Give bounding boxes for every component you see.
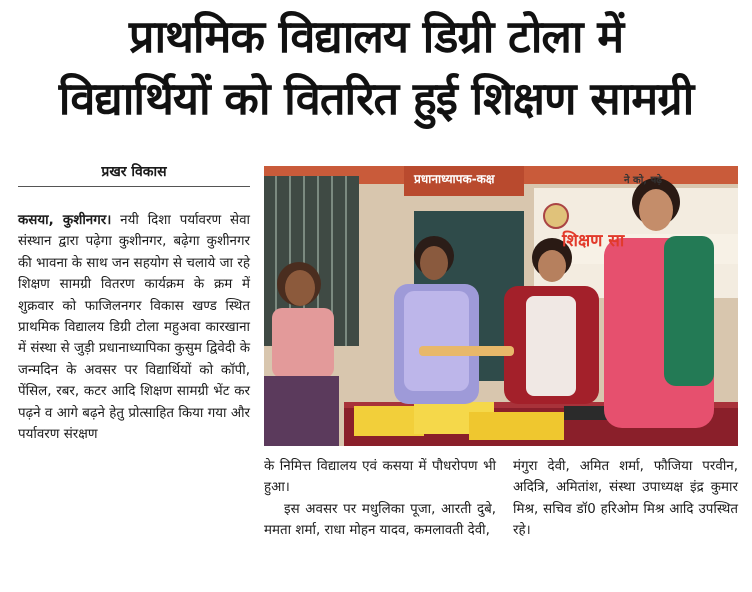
- article-body-2b: इस अवसर पर मधुलिका पूजा, आरती दुबे, ममता शर्मा, राधा मोहन यादव, कमलावती देवी,: [264, 501, 496, 539]
- headline: [0, 0, 752, 130]
- byline: प्रखर विकास: [101, 164, 167, 180]
- article-column-2: [264, 456, 496, 542]
- banner-small-text: ने को, पढ़े: [624, 175, 662, 186]
- article-body-3: मंगुरा देवी, अमित शर्मा, फौजिया परवीन, अदित्रि, अमितांश, संस्था उपाध्यक्ष इंद्र कुमार मिश्र, सचिव डॉ0 हरिओम मिश्र आदि उपस्थित रहे।: [513, 459, 738, 539]
- headline-line-1: प्राथमिक विद्यालय डिग्री टोला में: [128, 10, 624, 63]
- banner-heading: शिक्षण सा: [562, 231, 625, 251]
- article-column-3: [513, 456, 738, 542]
- photo-illustration: [264, 166, 738, 446]
- office-sign: प्रधानाध्यापक-कक्ष: [414, 172, 495, 186]
- dateline: कसया, कुशीनगर।: [18, 213, 112, 228]
- article-body-2a: के निमित्त विद्यालय एवं कसया में पौधरोपण भी हुआ।: [264, 459, 496, 496]
- article-column-1: [18, 210, 250, 445]
- byline-divider: [18, 186, 250, 187]
- news-photo: [264, 166, 738, 446]
- article-body-1: नयी दिशा पर्यावरण सेवा संस्थान द्वारा पढ़ेगा कुशीनगर, बढ़ेगा कुशीनगर की भावना के साथ जन सहयोग से चलाये जा रहे शिक्षण सामग्री वितरण कार्यक्रम के क्रम में शुक्रवार को फाजिलनगर विकास खण्ड स्थित प्राथमिक विद्यालय डिग्री टोला महुअवा कारखाना में संस्था से जुड़ी प्रधानाध्यापिका कुसुम द्विवेदी के जन्मदिन के अवसर पर विद्यार्थियों को कॉपी, पेंसिल, रबर, कटर आदि शिक्षण सामग्री भेंट कर पढ़ने व आगे बढ़ने हेतु प्रोत्साहित किया गया और पर्यावरण संरक्षण: [18, 213, 250, 443]
- headline-line-2: विद्यार्थियों को वितरित हुई शिक्षण सामग्री: [58, 72, 694, 125]
